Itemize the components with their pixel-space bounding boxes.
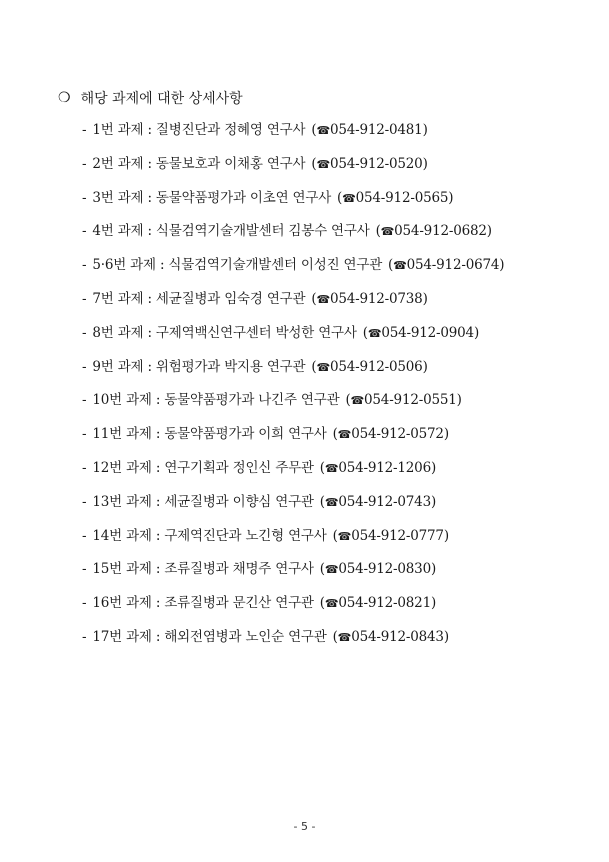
phone-number: 054-912-0777: [351, 527, 444, 544]
phone-icon: ☎: [316, 360, 330, 374]
phone-number: 054-912-0481: [329, 122, 423, 138]
phone-icon: ☎: [316, 292, 330, 306]
list-item: - 16번 과제 : 조류질병과 문긴산 연구관 (☎054-912-0821): [82, 595, 437, 612]
list-item: - 15번 과제 : 조류질병과 채명주 연구사 (☎054-912-0830): [82, 561, 437, 578]
list-item: - 5·6번 과제 : 식물검역기술개발센터 이성진 연구관 (☎054-912-0674): [82, 257, 505, 274]
task-label: 14번 과제 :: [92, 527, 161, 544]
phone-number: 054-912-0830: [338, 561, 431, 578]
task-label: 4번 과제 :: [92, 223, 152, 240]
list-item: - 4번 과제 : 식물검역기술개발센터 김봉수 연구사 (☎054-912-0682): [82, 223, 492, 240]
phone-icon: ☎: [367, 326, 382, 340]
task-label: 8번 과제 :: [92, 324, 152, 341]
dash-bullet: -: [82, 527, 87, 544]
dash-bullet: -: [82, 122, 87, 138]
task-label: 5·6번 과제 :: [92, 257, 165, 274]
phone-number: 054-912-0674: [406, 257, 500, 274]
list-item: - 11번 과제 : 동물약품평가과 이희 연구사 (☎054-912-0572): [82, 426, 449, 443]
phone-icon: ☎: [324, 563, 339, 577]
phone-number: 054-912-0904: [381, 324, 474, 341]
list-item: - 14번 과제 : 구제역진단과 노긴형 연구사 (☎054-912-0777): [82, 527, 449, 544]
contact-detail: 동물보호과 이채홍 연구사: [155, 155, 306, 172]
phone-number: 054-912-0520: [329, 155, 423, 172]
phone-icon: ☎: [342, 191, 356, 205]
contact-detail: 질병진단과 정혜영 연구사: [155, 122, 306, 138]
phone-number: 054-912-0743: [338, 493, 431, 510]
list-item: - 12번 과제 : 연구기획과 정인신 주무관 (☎054-912-1206): [82, 459, 437, 476]
list-item: - 1번 과제 : 질병진단과 정혜영 연구사 (☎054-912-0481): [82, 122, 428, 138]
phone-icon: ☎: [324, 597, 339, 611]
task-label: 1번 과제 :: [92, 122, 152, 138]
list-item: - 3번 과제 : 동물약품평가과 이초연 연구사 (☎054-912-0565): [82, 189, 454, 206]
phone-icon: ☎: [337, 428, 352, 442]
dash-bullet: -: [82, 493, 87, 510]
contact-list: [82, 120, 504, 661]
task-label: 10번 과제 :: [92, 392, 161, 409]
contact-detail: 조류질병과 채명주 연구사: [164, 561, 314, 578]
task-label: 7번 과제 :: [92, 290, 152, 307]
phone-icon: ☎: [316, 124, 330, 137]
dash-bullet: -: [82, 426, 87, 443]
contact-detail: 구제역백신연구센터 박성한 연구사: [155, 324, 357, 341]
phone-icon: ☎: [393, 259, 407, 273]
list-item: - 8번 과제 : 구제역백신연구센터 박성한 연구사 (☎054-912-0904): [82, 324, 480, 341]
dash-bullet: -: [82, 358, 87, 375]
dash-bullet: -: [82, 628, 87, 645]
dash-bullet: -: [82, 155, 87, 172]
phone-icon: ☎: [316, 157, 330, 171]
list-item: - 13번 과제 : 세균질병과 이향심 연구관 (☎054-912-0743): [82, 493, 437, 510]
task-label: 11번 과제 :: [92, 426, 161, 443]
list-item: - 9번 과제 : 위험평가과 박지용 연구관 (☎054-912-0506): [82, 358, 428, 375]
phone-icon: ☎: [324, 461, 339, 475]
contact-detail: 식물검역기술개발센터 김봉수 연구사: [155, 223, 370, 240]
dash-bullet: -: [82, 257, 87, 274]
task-label: 17번 과제 :: [92, 628, 161, 645]
dash-bullet: -: [82, 595, 87, 612]
phone-number: 054-912-0821: [338, 595, 431, 612]
dash-bullet: -: [82, 189, 87, 206]
task-label: 3번 과제 :: [92, 189, 152, 206]
task-label: 16번 과제 :: [92, 595, 161, 612]
list-item: - 2번 과제 : 동물보호과 이채홍 연구사 (☎054-912-0520): [82, 155, 428, 172]
phone-number: 054-912-0738: [329, 290, 423, 307]
task-label: 12번 과제 :: [92, 459, 161, 476]
phone-number: 054-912-0572: [351, 426, 444, 443]
contact-detail: 위험평가과 박지용 연구관: [155, 358, 306, 375]
contact-detail: 식물검역기술개발센터 이성진 연구관: [168, 257, 383, 274]
contact-detail: 조류질병과 문긴산 연구관: [164, 595, 314, 612]
dash-bullet: -: [82, 324, 87, 341]
dash-bullet: -: [82, 459, 87, 476]
dash-bullet: -: [82, 290, 87, 307]
phone-number: 054-912-0682: [394, 223, 487, 240]
contact-detail: 세균질병과 이향심 연구관: [164, 493, 314, 510]
contact-detail: 해외전염병과 노인순 연구관: [164, 628, 327, 645]
task-label: 2번 과제 :: [92, 155, 152, 172]
phone-number: 054-912-0843: [351, 628, 444, 645]
circle-bullet-icon: ❍: [58, 90, 71, 106]
phone-number: 054-912-0565: [355, 189, 449, 206]
phone-icon: ☎: [337, 630, 352, 644]
page-number: - 5 -: [293, 820, 316, 833]
section-heading-text: 해당 과제에 대한 상세사항: [80, 91, 243, 107]
dash-bullet: -: [82, 223, 87, 240]
contact-detail: 연구기획과 정인신 주무관: [164, 459, 314, 476]
task-label: 15번 과제 :: [92, 561, 161, 578]
contact-detail: 세균질병과 임숙경 연구관: [155, 290, 306, 307]
phone-number: 054-912-0506: [329, 358, 423, 375]
phone-number: 054-912-1206: [338, 459, 431, 476]
task-label: 13번 과제 :: [92, 493, 161, 510]
task-label: 9번 과제 :: [92, 358, 152, 375]
phone-icon: ☎: [350, 394, 365, 408]
contact-detail: 동물약품평가과 이초연 연구사: [155, 189, 332, 206]
list-item: - 7번 과제 : 세균질병과 임숙경 연구관 (☎054-912-0738): [82, 290, 428, 307]
section-heading: [58, 88, 243, 108]
list-item: - 17번 과제 : 해외전염병과 노인순 연구관 (☎054-912-0843): [82, 628, 449, 645]
contact-detail: 동물약품평가과 이희 연구사: [164, 426, 327, 443]
phone-number: 054-912-0551: [364, 392, 457, 409]
dash-bullet: -: [82, 561, 87, 578]
contact-detail: 구제역진단과 노긴형 연구사: [164, 527, 327, 544]
dash-bullet: -: [82, 392, 87, 409]
list-item: - 10번 과제 : 동물약품평가과 나긴주 연구관 (☎054-912-0551): [82, 392, 462, 409]
contact-detail: 동물약품평가과 나긴주 연구관: [164, 392, 340, 409]
phone-icon: ☎: [337, 529, 352, 543]
phone-icon: ☎: [324, 495, 339, 509]
phone-icon: ☎: [380, 225, 395, 239]
